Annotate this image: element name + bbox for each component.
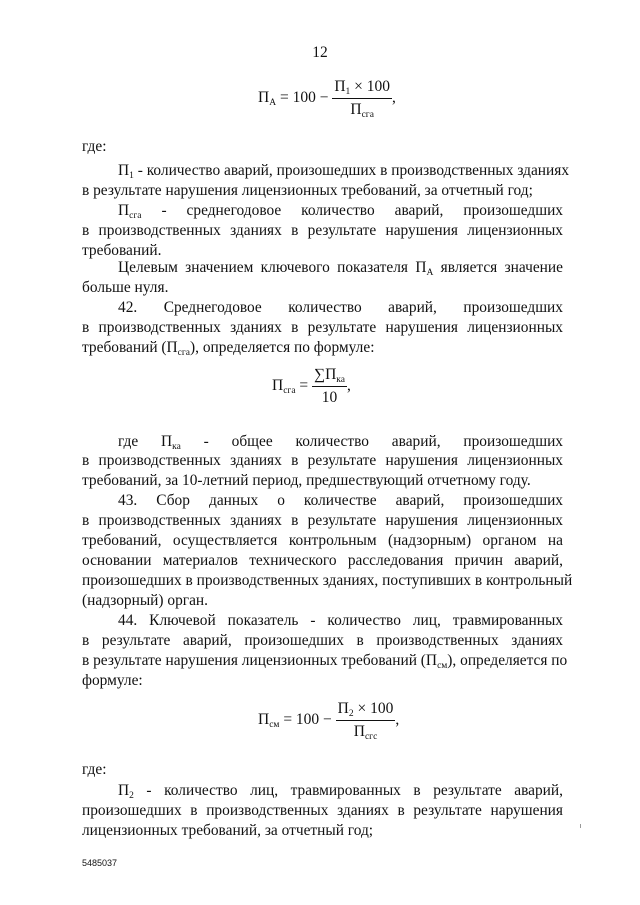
text-line: в результате нарушения лицензионных требований $(П_{см})$, определяется по	[82, 652, 568, 671]
text-line: (надзорный) орган.	[82, 592, 208, 609]
text-line: где:	[82, 761, 107, 778]
text-line: требований.	[82, 242, 162, 259]
text-line: в результате нарушения лицензионных требований, за отчетный год;	[82, 182, 533, 199]
text-line: произошедших в производственных зданиях, поступивших в контрольный	[82, 572, 573, 589]
text-line: больше нуля.	[82, 279, 169, 296]
text-line: в результате аварий, произошедших в производственных зданиях	[82, 632, 563, 649]
formula-pa: $П_А = 100$ − $\frac{П_1 \times 100}{П_{сга}}$ ,	[258, 78, 396, 120]
text-line: $П_1$ - количество аварий, произошедших в производственных зданиях	[118, 162, 570, 181]
text-line: 42. Среднегодовое количество аварий, произошедших	[118, 299, 563, 316]
text-line: требований, за 10-летний период, предшествующий отчетному году.	[82, 472, 531, 489]
formula-psm: $П_{см} = 100$ − $\frac{П_2 \times 100}{П_{сгс}}$ ,	[258, 700, 400, 742]
text-line: основании материалов технического расследования причин аварий,	[82, 552, 563, 569]
text-line: $П_{сга}$ - среднегодовое количество аварий, произошедших	[118, 202, 563, 221]
text-line: где $П_{ка}$ - общее количество аварий, произошедших	[118, 433, 564, 452]
text-line: где:	[82, 138, 107, 155]
text-line: формуле:	[82, 672, 143, 689]
text-line: требований, осуществляется контрольным (надзорным) органом на	[82, 532, 563, 549]
text-line: в производственных зданиях в результате нарушения лицензионных	[82, 512, 563, 529]
text-line: в производственных зданиях в результате нарушения лицензионных	[82, 222, 563, 239]
text-line: в производственных зданиях в результате нарушения лицензионных	[82, 452, 563, 469]
text-line: требований $(П_{сга})$, определяется по формуле:	[82, 339, 375, 358]
scan-mark	[580, 824, 581, 828]
formula-psga: $П_{сга}$ = $\frac{\sum П_{ка}}{10}$ ,	[272, 366, 351, 406]
text-line: лицензионных требований, за отчетный год;	[82, 822, 374, 839]
text-line: Целевым значением ключевого показателя $П_А$ является значение	[118, 259, 563, 278]
text-line: в производственных зданиях в результате нарушения лицензионных	[82, 319, 563, 336]
page-number: 12	[312, 44, 328, 61]
text-line: 43. Сбор данных о количестве аварий, произошедших	[118, 492, 563, 509]
text-line: $П_2$ - количество лиц, травмированных в результате аварий,	[118, 782, 563, 801]
text-line: 44. Ключевой показатель - количество лиц, травмированных	[118, 612, 563, 629]
footer-code: 5485037	[82, 858, 118, 868]
text-line: произошедших в производственных зданиях в результате нарушения	[82, 802, 563, 819]
